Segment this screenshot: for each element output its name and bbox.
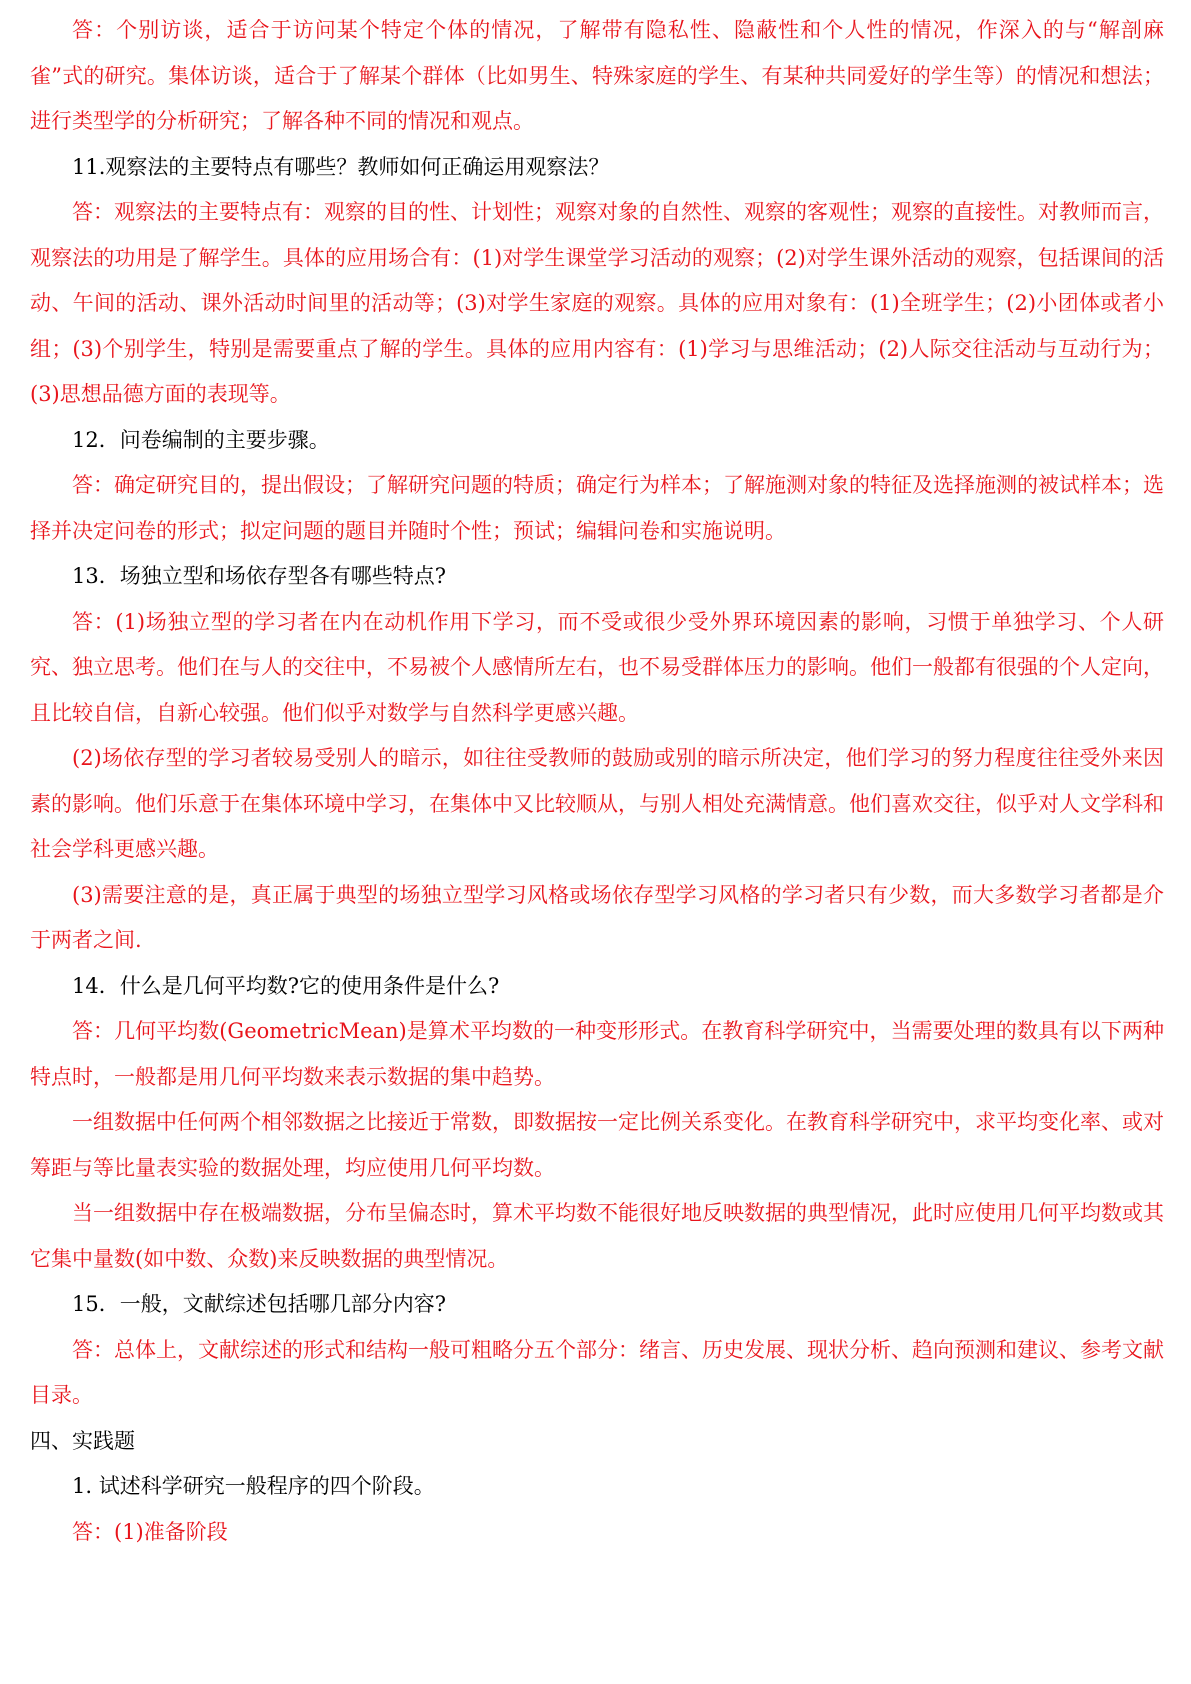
answer-paragraph: (2)场依存型的学习者较易受别人的暗示，如往往受教师的鼓励或别的暗示所决定，他们学习的努力程度往往受外来因素的影响。他们乐意于在集体环境中学习，在集体中又比较顺从，与别人相处充满情意。他们喜欢交往，似乎对人文学科和社会学科更感兴趣。 xyxy=(30,746,1164,861)
answer-paragraph: (3)需要注意的是，真正属于典型的场独立型学习风格或场依存型学习风格的学习者只有少数，而大多数学习者都是介于两者之间. xyxy=(30,882,1164,952)
answer-paragraph: 答：(1)场独立型的学习者在内在动机作用下学习，而不受或很少受外界环境因素的影响，习惯于单独学习、个人研究、独立思考。他们在与人的交往中，不易被个人感情所左右，也不易受群体压力的影响。他们一般都有很强的个人定向，且比较自信，自新心较强。他们似乎对数学与自然科学更感兴趣。 xyxy=(30,609,1164,725)
answer-paragraph: 答：个别访谈，适合于访问某个特定个体的情况，了解带有隐私性、隐蔽性和个人性的情况，作深入的与“解剖麻雀”式的研究。集体访谈，适合于了解某个群体（比如男生、特殊家庭的学生、有某种共同爱好的学生等）的情况和想法；进行类型学的分析研究；了解各种不同的情况和观点。 xyxy=(30,18,1164,133)
question-13: 13．场独立型和场依存型各有哪些特点? xyxy=(72,564,446,588)
answer-paragraph: 答：(1)准备阶段 xyxy=(72,1519,228,1544)
question-14: 14．什么是几何平均数?它的使用条件是什么? xyxy=(72,973,500,998)
question-15: 15．一般，文献综述包括哪几部分内容? xyxy=(72,1292,446,1316)
question-12: 12．问卷编制的主要步骤。 xyxy=(72,427,330,452)
answer-paragraph: 答：总体上，文献综述的形式和结构一般可粗略分五个部分：绪言、历史发展、现状分析、趋向预测和建议、参考文献目录。 xyxy=(30,1337,1164,1407)
document-page xyxy=(30,8,1164,1555)
practice-question-1: 1. 试述科学研究一般程序的四个阶段。 xyxy=(72,1474,435,1498)
answer-paragraph: 答：确定研究目的，提出假设；了解研究问题的特质；确定行为样本；了解施测对象的特征及选择施测的被试样本；选择并决定问卷的形式；拟定问题的题目并随时个性；预试；编辑问卷和实施说明。 xyxy=(30,473,1164,543)
question-11: 11.观察法的主要特点有哪些？教师如何正确运用观察法？ xyxy=(72,154,610,179)
answer-paragraph: 一组数据中任何两个相邻数据之比接近于常数，即数据按一定比例关系变化。在教育科学研究中，求平均变化率、或对筹距与等比量表实验的数据处理，均应使用几何平均数。 xyxy=(30,1110,1164,1180)
answer-paragraph: 答：几何平均数(GeometricMean)是算术平均数的一种变形形式。在教育科学研究中，当需要处理的数具有以下两种特点时，一般都是用几何平均数来表示数据的集中趋势。 xyxy=(30,1019,1164,1089)
section-heading: 四、实践题 xyxy=(30,1428,135,1453)
answer-paragraph: 当一组数据中存在极端数据，分布呈偏态时，算术平均数不能很好地反映数据的典型情况，此时应使用几何平均数或其它集中量数(如中数、众数)来反映数据的典型情况。 xyxy=(30,1201,1164,1271)
answer-paragraph: 答：观察法的主要特点有：观察的目的性、计划性；观察对象的自然性、观察的客观性；观察的直接性。对教师而言，观察法的功用是了解学生。具体的应用场合有：(1)对学生课堂学习活动的观察；(2)对学生课外活动的观察，包括课间的活动、午间的活动、课外活动时间里的活动等；(3)对学生家庭的观察。具体的应用对象有：(1)全班学生；(2)小团体或者小组；(3)个别学生，特别是需要重点了解的学生。具体的应用内容有：(1)学习与思维活动；(2)人际交往活动与互动行为；(3)思想品德方面的表现等。 xyxy=(30,200,1164,406)
